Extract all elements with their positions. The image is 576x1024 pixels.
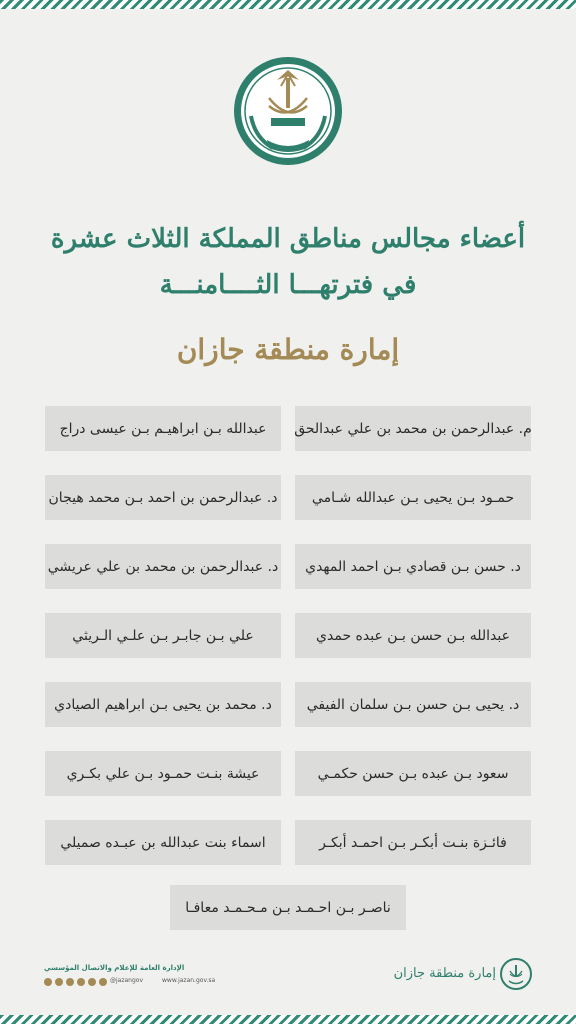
decorative-bottom-border [0,1015,576,1024]
snapchat-icon[interactable] [55,978,63,986]
footer-brand-name: إمارة منطقة جازان [393,966,496,981]
member-card: د. عبدالرحمن بن احمد بـن محمد هيجان [45,475,281,520]
x-icon[interactable] [44,978,52,986]
region-subtitle: إمارة منطقة جازان [176,333,400,366]
decorative-top-border [0,0,576,9]
member-card: د. محمد بن يحيى بـن ابراهيم الصيادي [45,682,281,727]
footer-department-label: الإدارة العامة للإعلام والاتصال المؤسسي [44,964,185,972]
footer-brand [393,958,532,992]
member-card: اسماء بنت عبدالله بن عبـده صميلي [45,820,281,865]
instagram-icon[interactable] [88,978,96,986]
social-handle[interactable]: @jazangov [110,977,144,984]
member-card: د. حسن بـن قصادي بـن احمد المهدي [295,544,531,589]
member-card: د. عبدالرحمن بن محمد بن علي عريشي [45,544,281,589]
footer-emblem-icon [500,958,532,990]
website-link[interactable]: www.jazan.gov.sa [162,977,216,984]
facebook-icon[interactable] [99,978,107,986]
page-title-line2: في فترتهـــا الثــــامنـــة [159,270,417,300]
social-icons [44,978,107,986]
footer-contact [44,964,244,992]
member-card: فائـزة بنـت أبكـر بـن احمـد أبكـر [295,820,531,865]
ministry-emblem-icon [233,56,343,166]
youtube-icon[interactable] [66,978,74,986]
member-card: م. عبدالرحمن بن محمد بن علي عبدالحق [295,406,531,451]
member-card: سعود بـن عبده بـن حسن حكمـي [295,751,531,796]
member-card: علي بـن جابـر بـن علـي الـريثي [45,613,281,658]
member-card: عبدالله بـن حسن بـن عبده حمدي [295,613,531,658]
member-card: عبدالله بـن ابراهيـم بـن عيسى دراج [45,406,281,451]
telegram-icon[interactable] [77,978,85,986]
members-grid [45,406,531,865]
member-card-centered: ناصـر بـن احـمـد بـن مـحـمـد معافـا [170,885,406,930]
member-card: عيشة بنـت حمـود بـن علي بكـري [45,751,281,796]
member-card: حمـود بـن يحيى بـن عبدالله شـامي [295,475,531,520]
page-title-line1: أعضاء مجالس مناطق المملكة الثلاث عشرة [50,224,526,254]
member-card: د. يحيى بـن حسن بـن سلمان الفيفي [295,682,531,727]
